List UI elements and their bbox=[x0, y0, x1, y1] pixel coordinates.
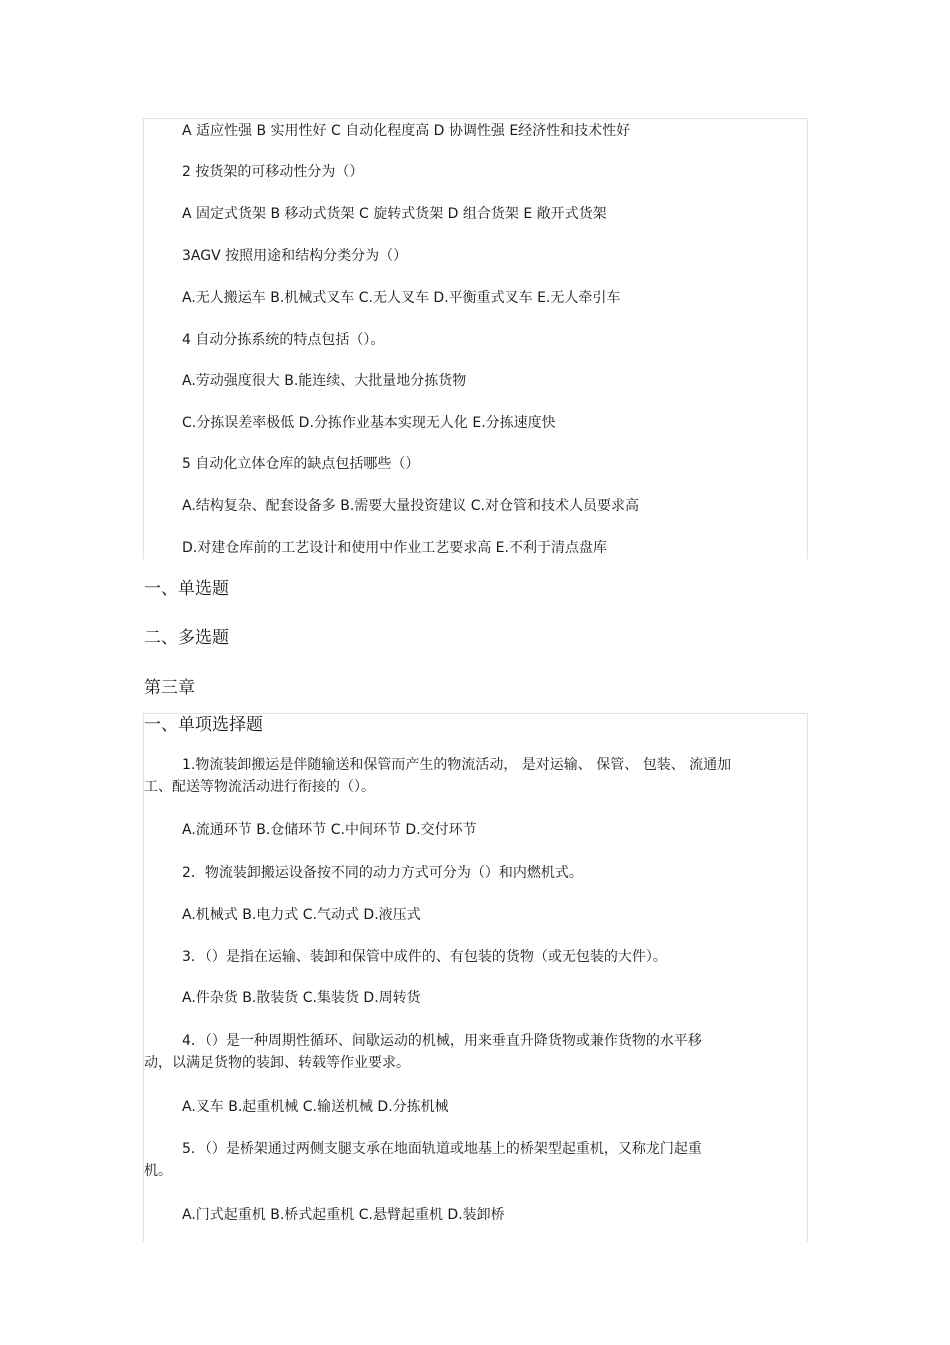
ch3-question-5-line-1: 5．（）是桥架通过两侧支腿支承在地面轨道或地基上的桥架型起重机，又称龙门起重 bbox=[182, 1141, 702, 1157]
q2-options: A 固定式货架 B 移动式货架 C 旋转式货架 D 组合货架 E 敞开式货架 bbox=[182, 206, 607, 222]
section-title: 一、单项选择题 bbox=[144, 715, 263, 735]
ch3-q2-options: A.机械式 B.电力式 C.气动式 D.液压式 bbox=[182, 907, 421, 923]
question-5: 5 自动化立体仓库的缺点包括哪些（） bbox=[182, 456, 420, 472]
heading-multi-choice: 二、多选题 bbox=[144, 628, 229, 648]
question-3: 3AGV 按照用途和结构分类分为（） bbox=[182, 248, 408, 264]
ch3-question-2: 2．物流装卸搬运设备按不同的动力方式可分为（）和内燃机式。 bbox=[182, 865, 583, 881]
q1-options: A 适应性强 B 实用性好 C 自动化程度高 D 协调性强 E经济性和技术性好 bbox=[182, 123, 631, 139]
ch3-question-4-line-2: 动，以满足货物的装卸、转载等作业要求。 bbox=[144, 1055, 410, 1071]
ch3-q4-options: A.叉车 B.起重机械 C.输送机械 D.分拣机械 bbox=[182, 1099, 449, 1115]
ch3-q1-options: A.流通环节 B.仓储环节 C.中间环节 D.交付环节 bbox=[182, 822, 477, 838]
ch3-q5-options: A.门式起重机 B.桥式起重机 C.悬臂起重机 D.装卸桥 bbox=[182, 1207, 505, 1223]
question-2: 2 按货架的可移动性分为（） bbox=[182, 164, 364, 180]
ch3-question-5-line-2: 机。 bbox=[144, 1163, 172, 1179]
heading-single-choice: 一、单选题 bbox=[144, 579, 229, 599]
q5-options-line-2: D.对建仓库前的工艺设计和使用中作业工艺要求高 E.不利于清点盘库 bbox=[182, 540, 607, 556]
ch3-question-1-line-1: 1.物流装卸搬运是伴随输送和保管而产生的物流活动， 是对运输、 保管、 包装、 流通加 bbox=[182, 757, 732, 773]
q4-options-line-1: A.劳动强度很大 B.能连续、大批量地分拣货物 bbox=[182, 373, 467, 389]
question-4: 4 自动分拣系统的特点包括（）。 bbox=[182, 332, 385, 348]
ch3-question-1-line-2: 工、配送等物流活动进行衔接的（）。 bbox=[144, 779, 375, 795]
q3-options: A.无人搬运车 B.机械式叉车 C.无人叉车 D.平衡重式叉车 E.无人牵引车 bbox=[182, 290, 621, 306]
ch3-question-4-line-1: 4．（）是一种周期性循环、间歇运动的机械，用来垂直升降货物或兼作货物的水平移 bbox=[182, 1033, 702, 1049]
ch3-question-3: 3．（）是指在运输、装卸和保管中成件的、有包装的货物（或无包装的大件）。 bbox=[182, 949, 667, 965]
chapter-title: 第三章 bbox=[144, 678, 195, 698]
ch3-q3-options: A.件杂货 B.散装货 C.集装货 D.周转货 bbox=[182, 990, 421, 1006]
q5-options-line-1: A.结构复杂、配套设备多 B.需要大量投资建议 C.对仓管和技术人员要求高 bbox=[182, 498, 639, 514]
q4-options-line-2: C.分拣误差率极低 D.分拣作业基本实现无人化 E.分拣速度快 bbox=[182, 415, 556, 431]
